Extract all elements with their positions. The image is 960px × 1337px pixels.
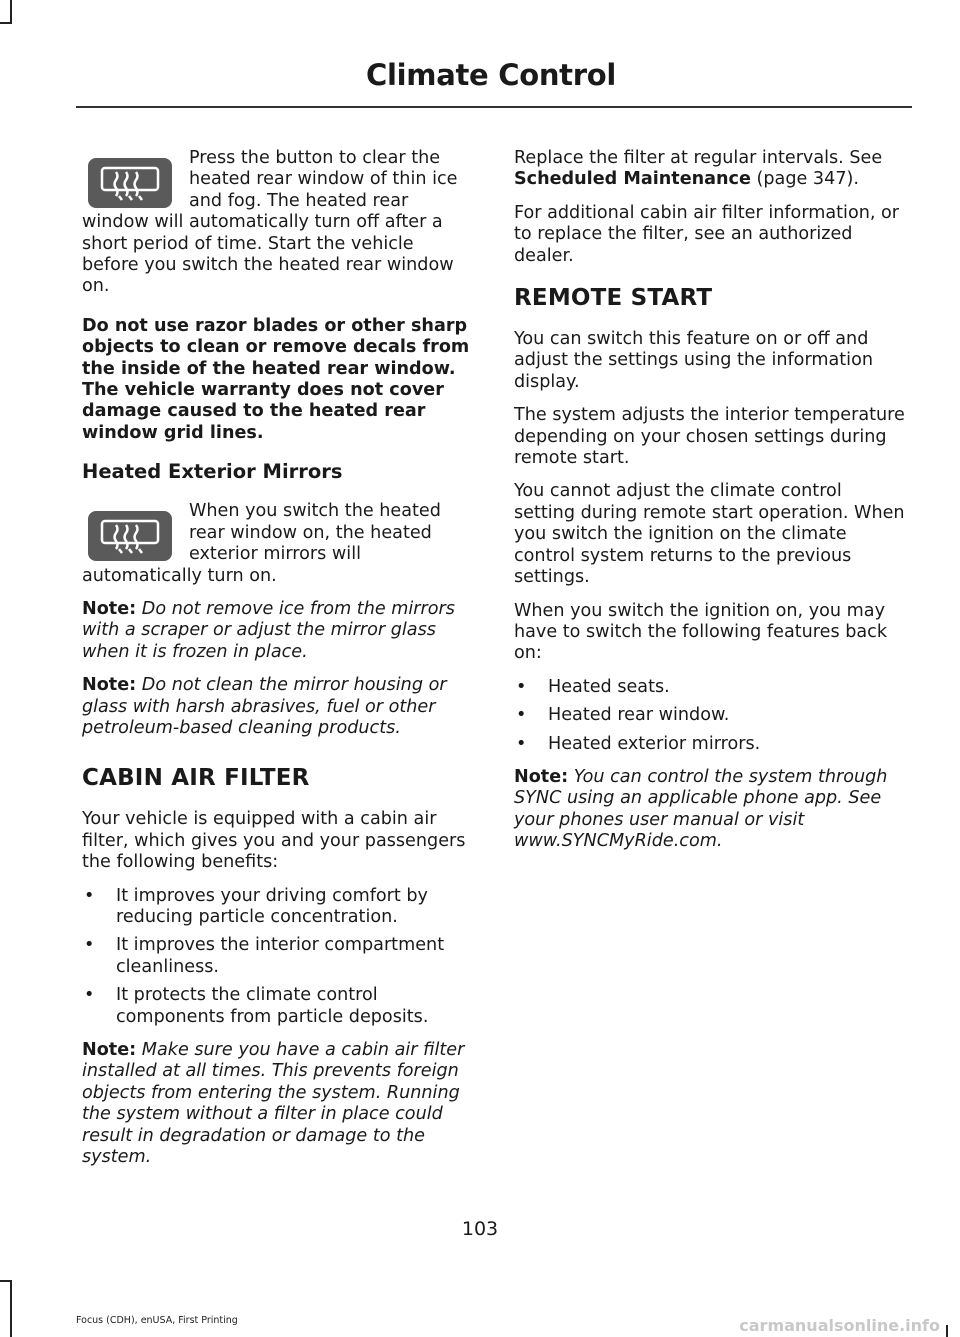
watermark: carmanualsonline.info <box>739 1316 940 1335</box>
list-item <box>82 886 475 929</box>
razor-warning: Do not use razor blades or other sharp objects to clean or remove decals from the inside of the heated rear window. The vehicle warranty does not cover damage caused to the heated rear window grid lines. <box>82 315 470 443</box>
note-label: Note: <box>82 675 137 696</box>
list-item <box>514 734 907 755</box>
list-item-text: It improves the interior compartment cleanliness. <box>116 935 445 977</box>
list-item-text: Heated seats. <box>548 676 670 697</box>
list-item <box>82 985 475 1028</box>
bullet: • <box>84 935 95 956</box>
scheduled-maintenance-link[interactable]: Scheduled Maintenance <box>514 169 751 190</box>
remote-paragraph: When you switch the ignition on, you may have to switch the following features back on: <box>514 600 888 664</box>
page-reference: (page 347). <box>750 169 859 190</box>
bullet: • <box>516 733 527 754</box>
note-label: Note: <box>82 598 137 619</box>
heated-rear-window-paragraph <box>82 148 475 298</box>
bullet: • <box>84 885 95 906</box>
mirrors-heading: Heated Exterior Mirrors <box>82 460 343 484</box>
right-column <box>514 140 907 865</box>
footer-text: Focus (CDH), enUSA, First Printing <box>76 1315 238 1326</box>
list-item <box>82 935 475 978</box>
note-text: Make sure you have a cabin air filter installed at all times. This prevents foreign objects from entering the system. Running the system without a filter in place could result in degradation or damage to the system. <box>82 1040 465 1168</box>
cabin-air-filter-heading: CABIN AIR FILTER <box>82 765 310 792</box>
note-paragraph <box>514 767 907 853</box>
note-text: Do not remove ice from the mirrors with a scraper or adjust the mirror glass when it is frozen in place. <box>82 598 455 662</box>
list-item-text: It improves your driving comfort by reducing particle concentration. <box>116 885 428 927</box>
remote-start-heading: REMOTE START <box>514 285 713 312</box>
cabin-intro: Your vehicle is equipped with a cabin air filter, which gives you and your passengers the following benefits: <box>82 809 466 873</box>
header-divider <box>76 106 912 108</box>
note-text: Do not clean the mirror housing or glass with harsh abrasives, fuel or other petroleum-based cleaning products. <box>82 675 447 738</box>
remote-features-list <box>514 677 907 755</box>
crop-mark <box>0 22 12 24</box>
additional-info: For additional cabin air filter information, or to replace the filter, see an authorized dealer. <box>514 202 900 266</box>
list-item-text: It protects the climate control components from particle deposits. <box>116 985 429 1027</box>
mirrors-text: When you switch the heated rear window on, the heated exterior mirrors will automatically turn on. <box>82 501 441 586</box>
note-paragraph <box>82 1040 475 1168</box>
note-paragraph <box>82 675 475 739</box>
list-item <box>514 705 907 726</box>
rear-defrost-icon <box>88 158 172 208</box>
crop-mark <box>10 0 12 22</box>
note-label: Note: <box>82 1040 137 1060</box>
heated-rear-window-text: Press the button to clear the heated rear window of thin ice and fog. The heated rear window will automatically turn off after a short period of time. Start the vehicle before you switch the heated rear window on. <box>82 148 458 297</box>
note-paragraph <box>82 599 475 663</box>
mirrors-paragraph <box>82 501 475 587</box>
page-number: 103 <box>461 1218 499 1240</box>
note-label: Note: <box>514 766 569 787</box>
bullet: • <box>516 676 527 697</box>
note-text: You can control the system through SYNC using an applicable phone app. See your phones user manual or visit www.SYNCMyRide.com. <box>514 766 888 852</box>
replace-filter-paragraph <box>514 148 907 191</box>
remote-paragraph: You cannot adjust the climate control setting during remote start operation. When you switch the ignition on the climate control system returns to the previous settings. <box>514 481 905 588</box>
rear-defrost-icon <box>88 511 172 561</box>
replace-text: Replace the filter at regular intervals. See <box>514 148 883 168</box>
bullet: • <box>516 705 527 726</box>
list-item-text: Heated exterior mirrors. <box>548 733 761 754</box>
remote-paragraph: The system adjusts the interior temperature depending on your chosen settings during remote start. <box>514 405 905 469</box>
bullet: • <box>84 985 95 1006</box>
list-item-text: Heated rear window. <box>548 705 730 726</box>
crop-mark <box>0 1280 12 1282</box>
crop-mark <box>946 1325 948 1337</box>
cabin-benefits-list <box>82 886 475 1028</box>
remote-paragraph: You can switch this feature on or off and adjust the settings using the information display. <box>514 329 873 392</box>
crop-mark <box>10 1280 12 1337</box>
list-item <box>514 677 907 698</box>
left-column <box>82 140 475 1180</box>
page-title: Climate Control <box>366 58 616 92</box>
